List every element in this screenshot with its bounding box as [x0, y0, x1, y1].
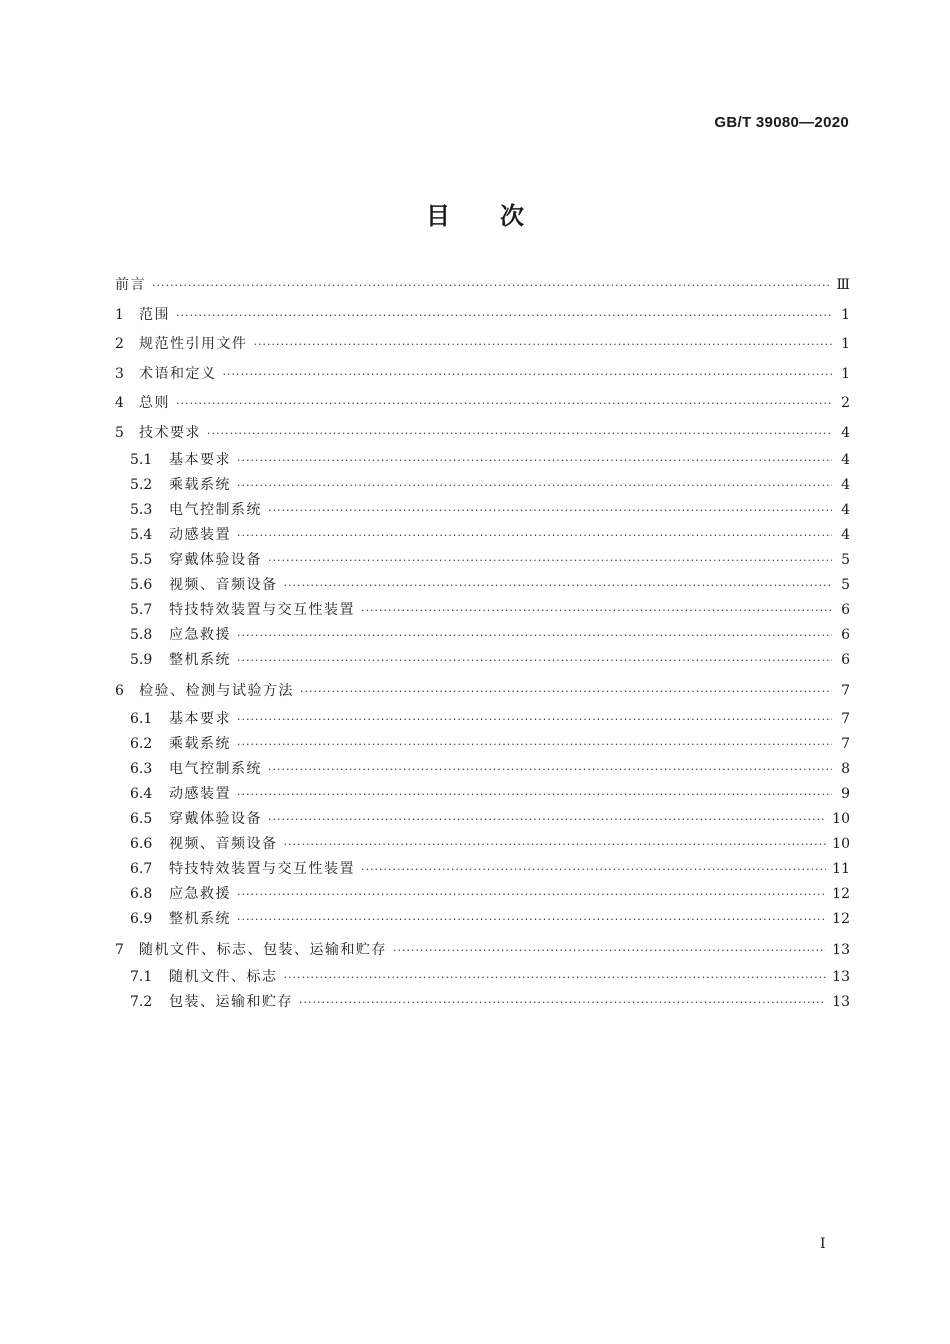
toc-subentry[interactable] [115, 707, 850, 732]
toc-subentry[interactable] [115, 548, 850, 573]
toc-subentry[interactable] [115, 857, 850, 882]
toc-entry-page: 9 [841, 785, 850, 802]
toc-entry-label: 穿戴体验设备 [169, 810, 262, 827]
toc-leader-dots [361, 598, 832, 623]
toc-entry-page: 7 [841, 683, 850, 699]
toc-entry-number: 5.4 [130, 527, 153, 543]
toc-entry-page: 13 [832, 994, 850, 1010]
toc-leader-dots [237, 623, 832, 648]
page-title: 目次 [426, 202, 574, 230]
toc-subentry[interactable] [115, 757, 850, 782]
toc-entry-number: 5.7 [130, 602, 153, 618]
toc-entry-number: 5.9 [130, 652, 153, 668]
toc-entry-number: 6.2 [130, 735, 153, 752]
toc-leader-dots [152, 271, 830, 301]
toc-entry[interactable] [115, 936, 850, 966]
toc-entry-number: 6 [115, 683, 124, 699]
toc-entry-page: 13 [832, 941, 850, 958]
toc-entry-number: 4 [115, 395, 124, 411]
toc-entry-number: 6.3 [130, 760, 153, 777]
toc-entry-page: 4 [841, 502, 850, 518]
toc-entry-page: 2 [841, 395, 850, 411]
toc-entry-page: 12 [832, 910, 850, 927]
toc-leader-dots [223, 360, 833, 390]
toc-entry-page: 10 [832, 835, 850, 852]
toc-entry-number: 6.1 [130, 710, 153, 727]
toc-entry-number: 5.8 [130, 627, 153, 643]
toc-entry-page: 7 [841, 710, 850, 727]
toc-subentry[interactable] [115, 882, 850, 907]
toc-entry-number: 6.8 [130, 885, 153, 902]
toc-entry-number: 6.5 [130, 810, 153, 827]
toc-subentry[interactable] [115, 832, 850, 857]
toc-leader-dots [237, 648, 832, 673]
toc-entry-label: 应急救援 [169, 885, 231, 902]
toc-entry-page: 1 [841, 336, 850, 352]
toc-subentry[interactable] [115, 573, 850, 598]
toc-leader-dots [237, 732, 832, 757]
toc-entry-page: 6 [841, 602, 850, 618]
toc-entry-label: 包装、运输和贮存 [169, 994, 293, 1010]
toc-entry-page: 1 [841, 365, 850, 382]
toc-entry-number: 5.6 [130, 577, 153, 593]
toc-subentry[interactable] [115, 498, 850, 523]
toc-entry-label: 视频、音频设备 [169, 835, 278, 852]
toc-entry-page: 4 [841, 527, 850, 543]
toc-leader-dots [237, 448, 832, 473]
toc-leader-dots [237, 473, 832, 498]
toc-entry-label: 规范性引用文件 [139, 336, 248, 352]
toc-entry-label: 电气控制系统 [169, 502, 262, 518]
table-of-contents [115, 271, 850, 1015]
toc-entry-number: 5.5 [130, 552, 153, 568]
toc-entry[interactable] [115, 677, 850, 707]
toc-entry-page: 1 [841, 306, 850, 323]
toc-entry-page: 6 [841, 652, 850, 668]
toc-leader-dots [176, 301, 832, 331]
toc-leader-dots [284, 832, 827, 857]
toc-leader-dots [237, 782, 832, 807]
toc-entry-number: 7.1 [130, 969, 153, 985]
toc-entry-page: 13 [832, 969, 850, 985]
toc-entry[interactable] [115, 271, 850, 301]
toc-entry-label: 随机文件、标志 [169, 969, 278, 985]
toc-leader-dots [268, 498, 832, 523]
toc-subentry[interactable] [115, 732, 850, 757]
toc-entry-number: 5.1 [130, 452, 153, 468]
toc-entry[interactable] [115, 330, 850, 360]
toc-leader-dots [393, 936, 826, 966]
toc-entry[interactable] [115, 419, 850, 449]
toc-leader-dots [237, 907, 826, 932]
toc-entry-number: 3 [115, 365, 124, 382]
toc-leader-dots [268, 548, 832, 573]
toc-subentry[interactable] [115, 473, 850, 498]
toc-leader-dots [207, 419, 832, 449]
toc-leader-dots [254, 330, 833, 360]
toc-entry-page: 8 [841, 760, 850, 777]
toc-entry-label: 动感装置 [169, 785, 231, 802]
toc-entry-page: 5 [841, 552, 850, 568]
toc-entry-label: 基本要求 [169, 452, 231, 468]
toc-leader-dots [176, 389, 832, 419]
toc-entry-page: Ⅲ [836, 277, 850, 293]
toc-subentry[interactable] [115, 648, 850, 673]
toc-entry-page: 11 [832, 860, 850, 877]
toc-entry-number: 5.2 [130, 477, 153, 493]
toc-entry-label: 技术要求 [139, 424, 201, 441]
toc-entry-label: 总则 [139, 395, 170, 411]
toc-entry[interactable] [115, 301, 850, 331]
toc-leader-dots [284, 573, 833, 598]
toc-entry-label: 检验、检测与试验方法 [139, 683, 294, 699]
toc-entry-number: 6.4 [130, 785, 153, 802]
toc-entry-label: 特技特效装置与交互性装置 [169, 602, 355, 618]
toc-subentry[interactable] [115, 782, 850, 807]
toc-entry-page: 5 [841, 577, 850, 593]
toc-entry-page: 4 [841, 452, 850, 468]
toc-entry-label: 乘载系统 [169, 735, 231, 752]
toc-entry-label: 穿戴体验设备 [169, 552, 262, 568]
footer-page-number: I [820, 1236, 826, 1252]
toc-entry-label: 范围 [139, 306, 170, 323]
toc-subentry[interactable] [115, 448, 850, 473]
toc-entry-page: 10 [832, 810, 850, 827]
toc-entry-number: 5 [115, 424, 124, 441]
toc-entry-page: 4 [841, 477, 850, 493]
toc-entry-label: 整机系统 [169, 910, 231, 927]
toc-leader-dots [299, 990, 826, 1015]
toc-subentry[interactable] [115, 965, 850, 990]
toc-subentry[interactable] [115, 598, 850, 623]
toc-entry-label: 基本要求 [169, 710, 231, 727]
toc-entry-label: 应急救援 [169, 627, 231, 643]
toc-leader-dots [284, 965, 827, 990]
toc-leader-dots [237, 707, 832, 732]
toc-entry-page: 12 [832, 885, 850, 902]
toc-entry-label: 视频、音频设备 [169, 577, 278, 593]
toc-entry[interactable] [115, 360, 850, 390]
toc-entry-label: 术语和定义 [139, 365, 217, 382]
toc-entry-label: 整机系统 [169, 652, 231, 668]
toc-entry-number: 6.7 [130, 860, 153, 877]
toc-leader-dots [268, 807, 826, 832]
toc-entry-number: 2 [115, 336, 124, 352]
toc-leader-dots [237, 882, 826, 907]
toc-subentry[interactable] [115, 523, 850, 548]
toc-entry-number: 7 [115, 941, 124, 958]
toc-entry-label: 电气控制系统 [169, 760, 262, 777]
toc-entry[interactable] [115, 389, 850, 419]
toc-entry-number: 1 [115, 306, 124, 323]
toc-entry-page: 7 [841, 735, 850, 752]
toc-entry-number: 5.3 [130, 502, 153, 518]
toc-entry-label: 动感装置 [169, 527, 231, 543]
toc-entry-page: 6 [841, 627, 850, 643]
toc-subentry[interactable] [115, 807, 850, 832]
toc-entry-number: 6.6 [130, 835, 153, 852]
toc-entry-number: 7.2 [130, 994, 153, 1010]
toc-entry-label: 乘载系统 [169, 477, 231, 493]
toc-entry-page: 4 [841, 424, 850, 441]
toc-leader-dots [300, 677, 832, 707]
toc-entry-label: 特技特效装置与交互性装置 [169, 860, 355, 877]
toc-entry-label: 随机文件、标志、包装、运输和贮存 [139, 941, 387, 958]
standard-code: GB/T 39080—2020 [714, 114, 849, 131]
toc-leader-dots [268, 757, 832, 782]
toc-leader-dots [361, 857, 826, 882]
toc-entry-label: 前言 [115, 277, 146, 293]
toc-subentry[interactable] [115, 623, 850, 648]
toc-subentry[interactable] [115, 990, 850, 1015]
toc-leader-dots [237, 523, 832, 548]
toc-entry-number: 6.9 [130, 910, 153, 927]
toc-subentry[interactable] [115, 907, 850, 932]
